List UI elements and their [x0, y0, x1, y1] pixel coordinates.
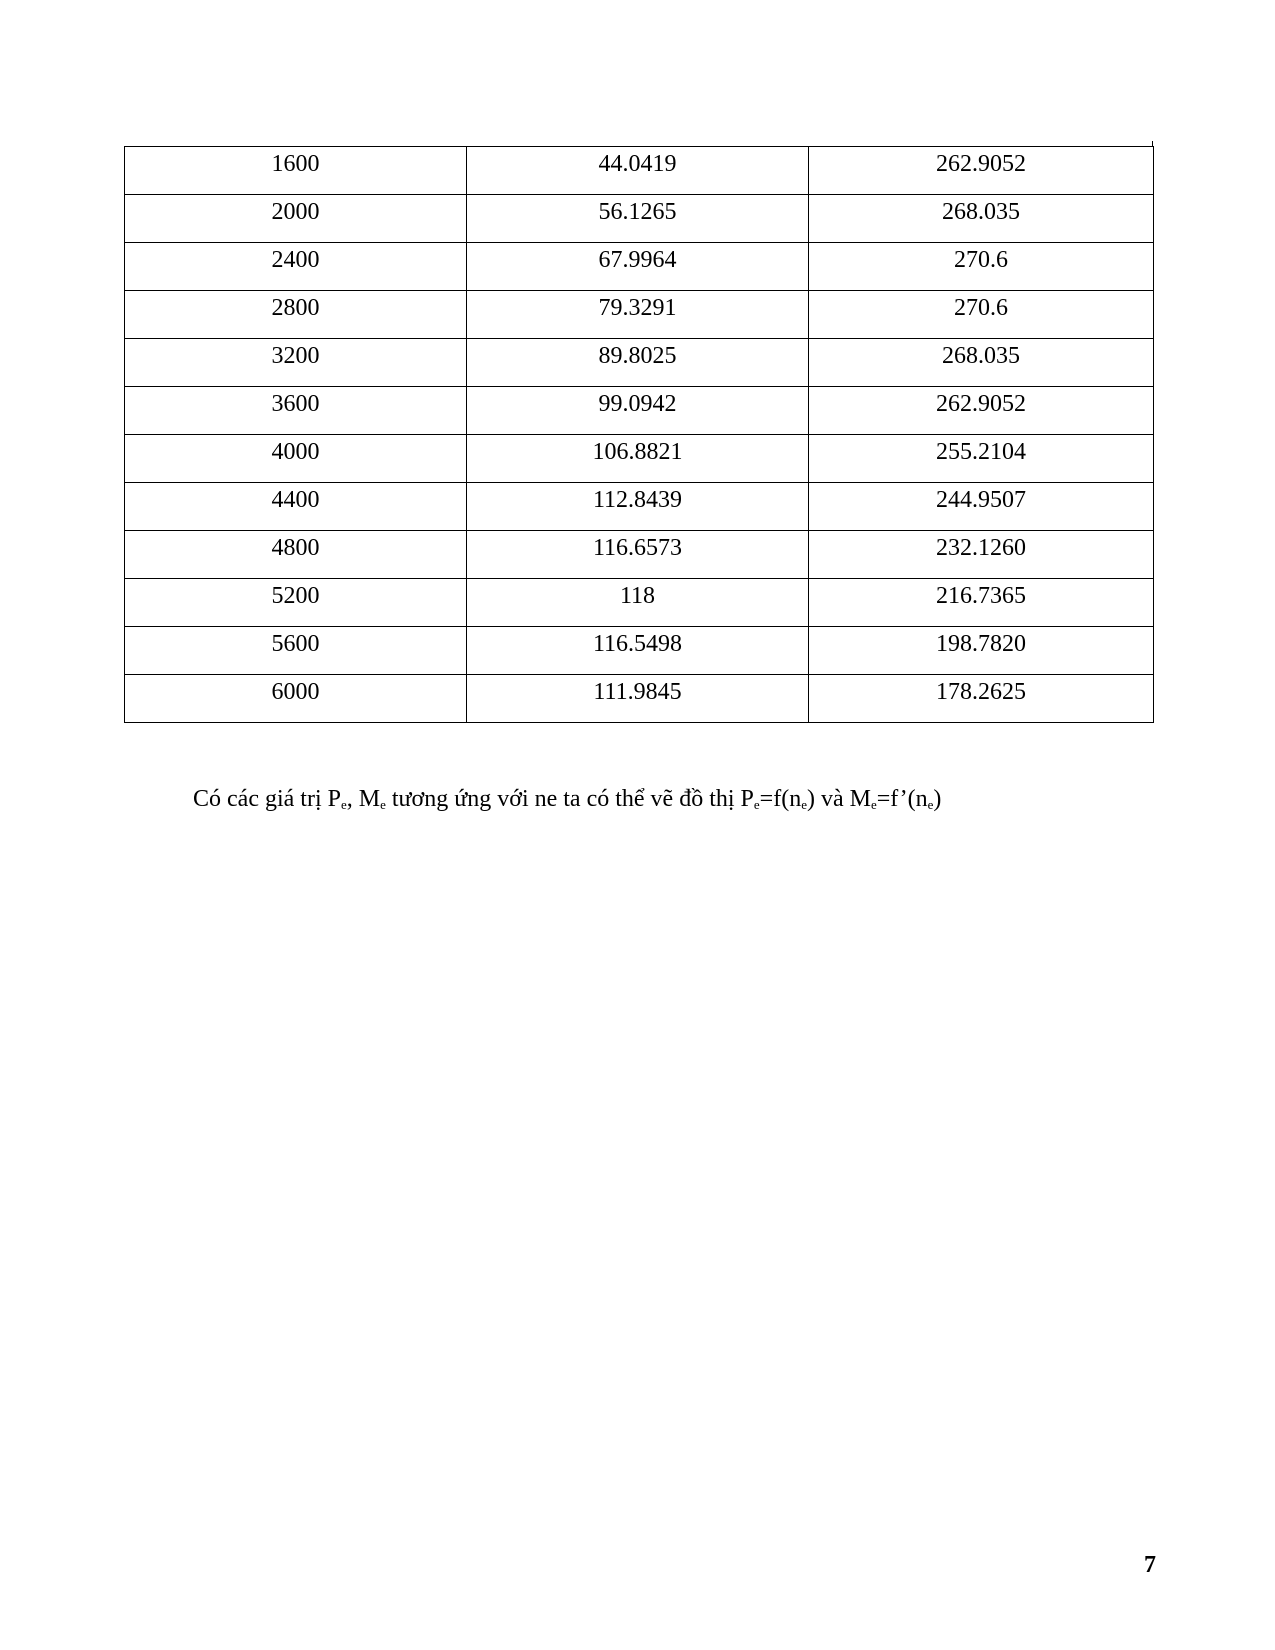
- table-cell: 6000: [125, 675, 467, 723]
- table-body: [125, 147, 1154, 723]
- table-cell: 178.2625: [809, 675, 1154, 723]
- table-row: [125, 387, 1154, 435]
- caption-text: [193, 784, 941, 814]
- table-row: [125, 291, 1154, 339]
- table-cell: 118: [467, 579, 809, 627]
- table-cell: 216.7365: [809, 579, 1154, 627]
- table-cell: 67.9964: [467, 243, 809, 291]
- table-cell: 116.6573: [467, 531, 809, 579]
- table-cell: 4400: [125, 483, 467, 531]
- table-row: [125, 627, 1154, 675]
- table-row: [125, 675, 1154, 723]
- caption-sub-3: e: [753, 797, 760, 812]
- table-cell: 198.7820: [809, 627, 1154, 675]
- page-number: 7: [1144, 1552, 1156, 1578]
- table-cell: 270.6: [809, 291, 1154, 339]
- table-cell: 5200: [125, 579, 467, 627]
- caption-part-3: tương ứng với ne ta có thể vẽ đồ thị P: [385, 786, 754, 812]
- table-cell: 4000: [125, 435, 467, 483]
- table-cell: 5600: [125, 627, 467, 675]
- table-cell: 270.6: [809, 243, 1154, 291]
- caption-part-4: =f(n: [759, 786, 802, 812]
- table-cell: 268.035: [809, 339, 1154, 387]
- table-cell: 268.035: [809, 195, 1154, 243]
- caption-sub-4: e: [801, 797, 807, 812]
- table-cell: 56.1265: [467, 195, 809, 243]
- table-cell: 262.9052: [809, 147, 1154, 195]
- caption-part-6: =f’(n: [876, 786, 928, 812]
- table-cell: 99.0942: [467, 387, 809, 435]
- table-cell: 112.8439: [467, 483, 809, 531]
- table-row: [125, 195, 1154, 243]
- table-cell: 255.2104: [809, 435, 1154, 483]
- table-row: [125, 243, 1154, 291]
- table-cell: 4800: [125, 531, 467, 579]
- table-row: [125, 531, 1154, 579]
- table-cell: 106.8821: [467, 435, 809, 483]
- table-row: [125, 483, 1154, 531]
- engine-data-table: [124, 146, 1154, 723]
- table-cell: 2800: [125, 291, 467, 339]
- table-row: [125, 147, 1154, 195]
- table-cell: 79.3291: [467, 291, 809, 339]
- table-cell: 3200: [125, 339, 467, 387]
- table-cell: 1600: [125, 147, 467, 195]
- table-cell: 89.8025: [467, 339, 809, 387]
- table-cell: 116.5498: [467, 627, 809, 675]
- table-row: [125, 579, 1154, 627]
- caption-sub-5: e: [870, 797, 877, 812]
- caption-sub-1: e: [340, 797, 347, 812]
- table-cell: 111.9845: [467, 675, 809, 723]
- table-cell: 2400: [125, 243, 467, 291]
- table-cell: 2000: [125, 195, 467, 243]
- table-cell: 244.9507: [809, 483, 1154, 531]
- caption-sub-6: e: [927, 797, 934, 812]
- table-cell: 3600: [125, 387, 467, 435]
- table-row: [125, 339, 1154, 387]
- caption-part-5: ) và M: [806, 786, 871, 812]
- caption-part-1: Có các giá trị P: [193, 786, 341, 812]
- caption-sub-2: e: [380, 797, 386, 812]
- table-cell: 232.1260: [809, 531, 1154, 579]
- table-cell: 44.0419: [467, 147, 809, 195]
- table-row: [125, 435, 1154, 483]
- caption-part-7: ): [933, 786, 942, 812]
- table-cell: 262.9052: [809, 387, 1154, 435]
- caption-part-2: , M: [346, 786, 381, 812]
